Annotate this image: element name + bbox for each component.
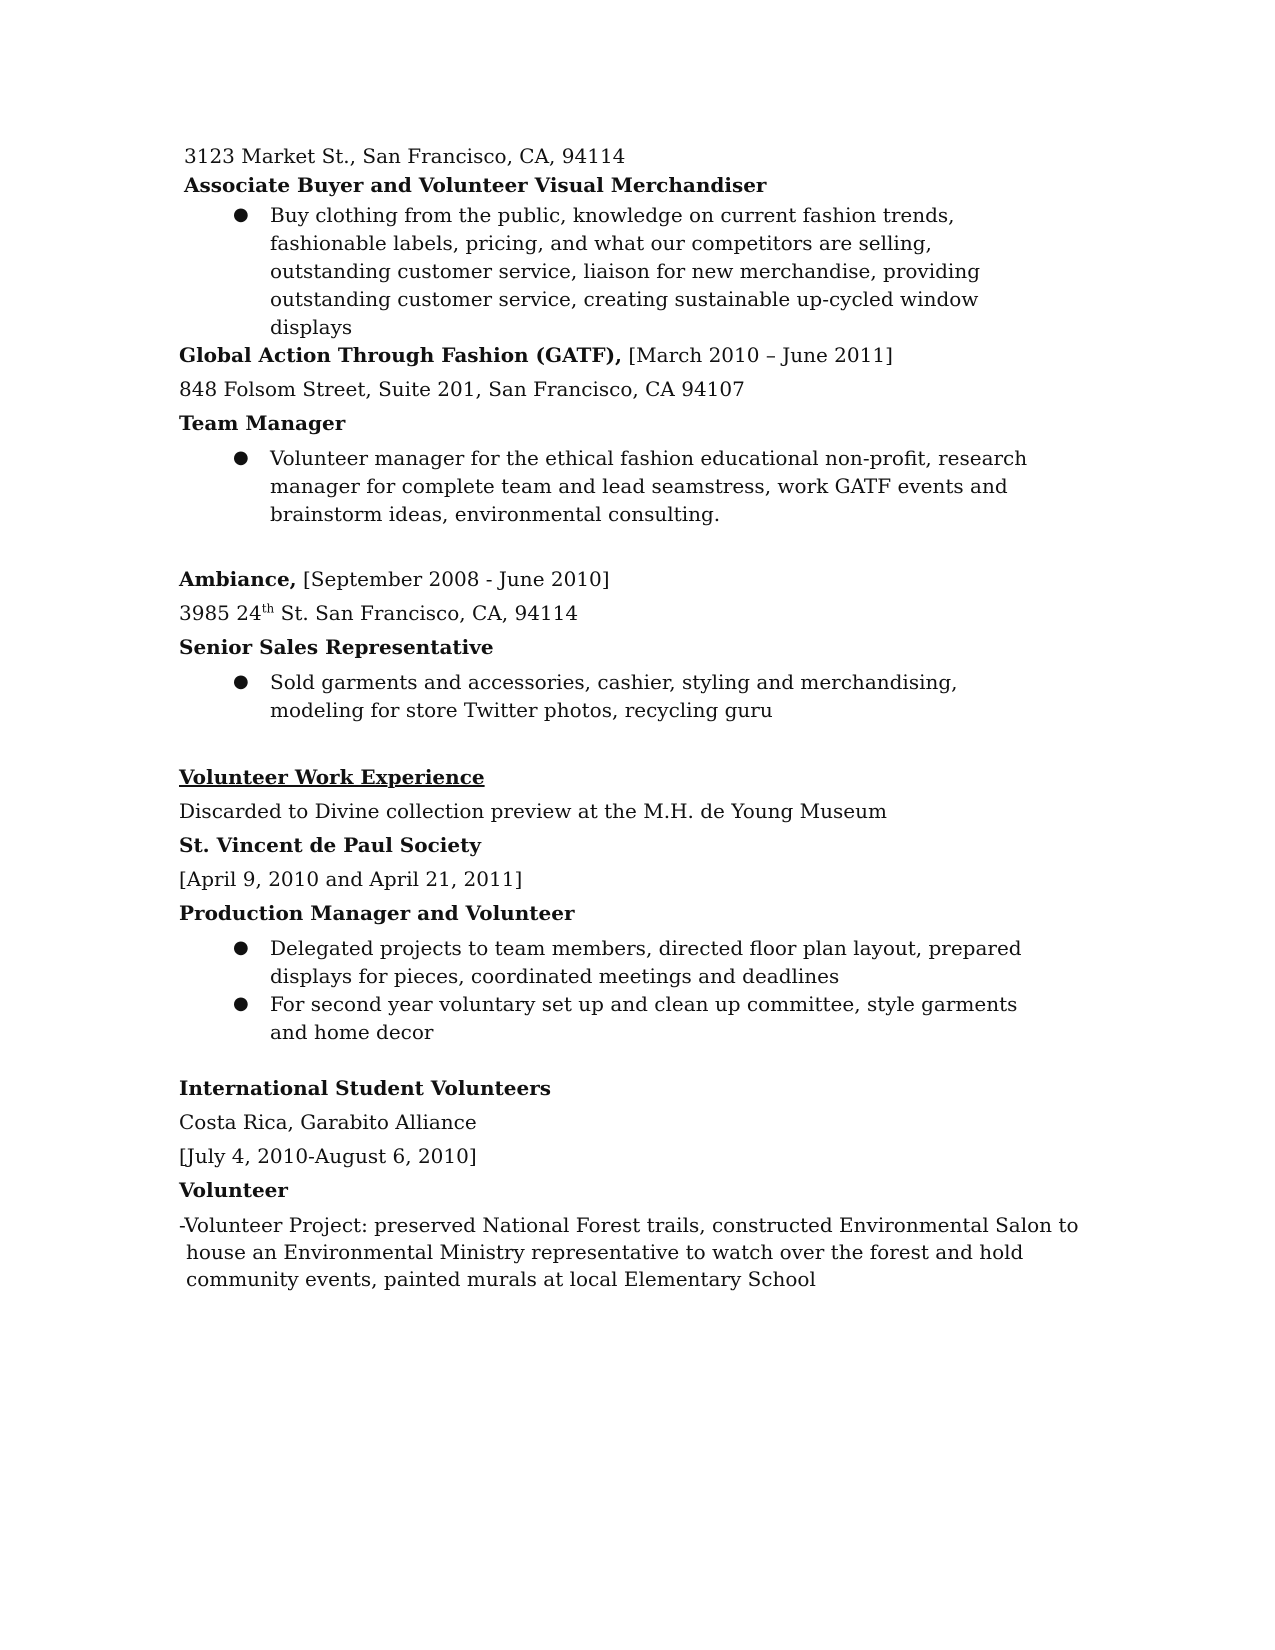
volunteer2-title: Volunteer xyxy=(179,1178,288,1202)
job2-dates: [March 2010 – June 2011] xyxy=(628,343,893,367)
job2-header xyxy=(179,341,893,369)
job2-address: 848 Folsom Street, Suite 201, San Francisco, CA 94107 xyxy=(179,377,745,401)
bullet-icon: ● xyxy=(233,993,249,1014)
bullet-icon: ● xyxy=(233,937,249,958)
volunteer1-dates: [April 9, 2010 and April 21, 2011] xyxy=(179,867,523,891)
job3-bullets xyxy=(233,668,1053,724)
list-item xyxy=(233,444,1053,528)
bullet-text: Delegated projects to team members, directed floor plan layout, prepared displays for pieces, coordinated meetings and deadlines xyxy=(270,936,1022,988)
volunteer2-dates: [July 4, 2010-August 6, 2010] xyxy=(179,1144,477,1168)
job2-bullets xyxy=(233,444,1053,528)
volunteer1-event: Discarded to Divine collection preview at the M.H. de Young Museum xyxy=(179,799,887,823)
list-item xyxy=(233,934,1053,990)
volunteer1-org: St. Vincent de Paul Society xyxy=(179,833,481,857)
bullet-text: Buy clothing from the public, knowledge on current fashion trends, fashionable labels, pricing, and what our competitors are selling, outstanding customer service, liaison for new merchandise, providing outstanding customer service, creating sustainable up-cycled window displays xyxy=(270,203,981,339)
job2-employer: Global Action Through Fashion (GATF), xyxy=(179,343,623,367)
job3-address-rest: St. San Francisco, CA, 94114 xyxy=(274,601,579,625)
volunteer2-org: International Student Volunteers xyxy=(179,1076,551,1100)
volunteer1-bullets xyxy=(233,934,1053,1046)
job3-address-number: 3985 24 xyxy=(179,601,262,625)
volunteer1-title: Production Manager and Volunteer xyxy=(179,901,575,925)
bullet-text: For second year voluntary set up and clean up committee, style garments and home decor xyxy=(270,992,1018,1044)
volunteer2-location: Costa Rica, Garabito Alliance xyxy=(179,1110,477,1134)
job1-address: 3123 Market St., San Francisco, CA, 94114 xyxy=(184,144,626,168)
bullet-text: Volunteer manager for the ethical fashion educational non-profit, research manager for complete team and lead seamstress, work GATF events and brainstorm ideas, environmental consulting. xyxy=(270,446,1028,526)
bullet-text: Sold garments and accessories, cashier, styling and merchandising, modeling for store Twitter photos, recycling guru xyxy=(270,670,958,722)
volunteer2-description-line2: house an Environmental Ministry representative to watch over the forest and hold xyxy=(186,1240,1024,1264)
job1-bullets xyxy=(233,201,1053,341)
job3-title: Senior Sales Representative xyxy=(179,635,494,659)
job2-title: Team Manager xyxy=(179,411,346,435)
list-item xyxy=(233,668,1053,724)
job3-dates: [September 2008 - June 2010] xyxy=(303,567,610,591)
volunteer-heading: Volunteer Work Experience xyxy=(179,765,485,789)
volunteer2-description-line3: community events, painted murals at local Elementary School xyxy=(186,1267,816,1291)
bullet-icon: ● xyxy=(233,204,249,225)
list-item xyxy=(233,990,1053,1046)
job3-address xyxy=(179,599,578,627)
list-item xyxy=(233,201,1053,341)
volunteer2-description-line1: -Volunteer Project: preserved National Forest trails, constructed Environmental Salon to xyxy=(179,1213,1079,1237)
job3-header xyxy=(179,565,610,593)
job3-address-sup: th xyxy=(261,601,275,616)
job1-title: Associate Buyer and Volunteer Visual Merchandiser xyxy=(184,173,767,197)
bullet-icon: ● xyxy=(233,447,249,468)
bullet-icon: ● xyxy=(233,671,249,692)
job3-employer: Ambiance, xyxy=(179,567,297,591)
